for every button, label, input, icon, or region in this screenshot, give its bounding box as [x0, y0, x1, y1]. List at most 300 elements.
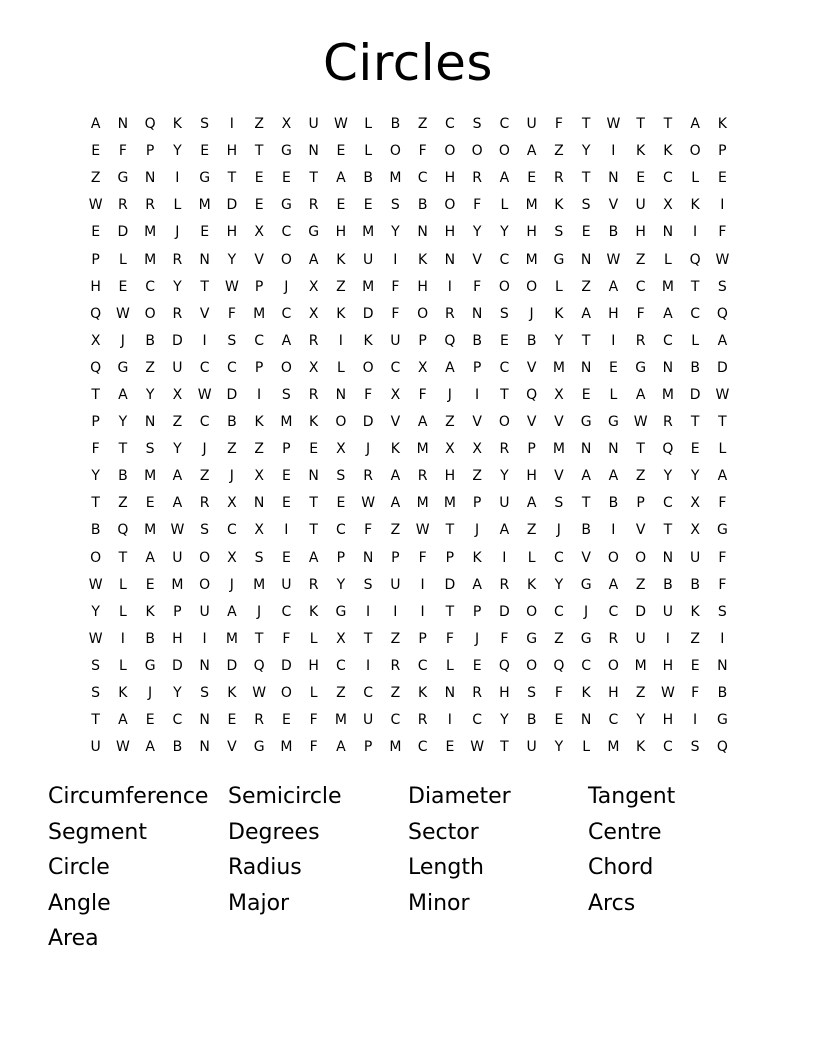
grid-letter: E — [581, 224, 591, 241]
grid-letter: C — [472, 712, 483, 729]
grid-letter: G — [580, 414, 592, 431]
grid-letter: K — [472, 549, 482, 566]
word-list-item: Length — [408, 855, 484, 880]
grid-letter: A — [118, 712, 128, 729]
grid-letter: B — [90, 522, 101, 539]
grid-letter: J — [148, 685, 153, 702]
grid-letter: T — [581, 170, 591, 187]
grid-letter: T — [718, 414, 727, 431]
grid-letter: P — [472, 603, 482, 620]
grid-letter: R — [472, 170, 482, 187]
grid-letter: W — [606, 251, 621, 268]
grid-letter: E — [281, 712, 291, 729]
grid-letter: R — [308, 576, 319, 593]
grid-letter: L — [364, 143, 373, 160]
grid-letter: V — [554, 468, 564, 485]
grid-row — [82, 680, 736, 707]
grid-letter: F — [500, 630, 509, 647]
grid-letter: O — [199, 549, 211, 566]
grid-row — [82, 409, 736, 436]
grid-letter: S — [390, 197, 400, 214]
grid-letter: N — [717, 657, 728, 674]
grid-letter: P — [336, 549, 346, 566]
grid-letter: F — [718, 224, 727, 241]
grid-letter: S — [200, 685, 210, 702]
grid-letter: R — [417, 468, 428, 485]
grid-letter: B — [145, 630, 155, 647]
grid-letter: O — [199, 576, 211, 593]
word-list — [48, 779, 768, 957]
grid-letter: I — [693, 712, 698, 729]
grid-letter: Y — [91, 468, 100, 485]
grid-letter: Y — [91, 603, 100, 620]
grid-letter: A — [172, 495, 183, 512]
grid-letter: T — [500, 386, 509, 403]
grid-letter: I — [229, 116, 234, 133]
grid-letter: L — [118, 603, 127, 620]
grid-letter: G — [253, 739, 265, 756]
grid-letter: P — [391, 549, 400, 566]
grid-letter: E — [281, 468, 291, 485]
grid-row — [82, 436, 736, 463]
grid-letter: F — [91, 441, 100, 458]
grid-letter: Q — [662, 441, 674, 458]
grid-letter: K — [717, 116, 727, 133]
grid-letter: C — [417, 170, 428, 187]
grid-letter: C — [363, 685, 374, 702]
grid-letter: E — [227, 712, 237, 729]
grid-letter: N — [362, 549, 374, 566]
grid-letter: Z — [390, 522, 401, 539]
grid-letter: O — [526, 278, 538, 295]
grid-row — [82, 355, 736, 382]
grid-letter: N — [199, 739, 210, 756]
grid-letter: B — [417, 197, 428, 214]
grid-letter: H — [335, 224, 347, 241]
grid-letter: X — [690, 522, 700, 539]
grid-letter: R — [499, 576, 510, 593]
grid-letter: R — [635, 332, 646, 349]
grid-letter: E — [690, 657, 700, 674]
grid-letter: C — [254, 332, 265, 349]
word-list-item: Angle — [48, 890, 111, 916]
grid-letter: C — [417, 739, 428, 756]
grid-letter: U — [308, 116, 319, 133]
grid-letter: E — [254, 170, 264, 187]
grid-letter: C — [335, 657, 346, 674]
grid-letter: T — [500, 739, 509, 756]
grid-letter: P — [254, 278, 264, 295]
grid-letter: C — [390, 712, 401, 729]
grid-letter: M — [525, 251, 538, 268]
grid-letter: T — [309, 170, 318, 187]
grid-letter: I — [447, 278, 452, 295]
grid-letter: I — [393, 251, 398, 268]
grid-letter: T — [663, 522, 673, 539]
grid-letter: F — [391, 305, 400, 322]
grid-letter: X — [308, 359, 319, 376]
grid-letter: T — [445, 522, 455, 539]
grid-letter: S — [200, 522, 210, 539]
grid-letter: M — [661, 386, 674, 403]
grid-letter: U — [363, 712, 374, 729]
grid-letter: C — [499, 116, 510, 133]
grid-letter: Y — [227, 251, 237, 268]
grid-letter: E — [581, 386, 591, 403]
grid-letter: P — [254, 359, 264, 376]
grid-letter: E — [200, 224, 210, 241]
grid-letter: N — [580, 712, 592, 729]
grid-letter: Q — [716, 305, 728, 322]
grid-letter: J — [202, 441, 207, 458]
grid-letter: P — [145, 143, 155, 160]
grid-letter: R — [472, 685, 482, 702]
grid-letter: A — [445, 359, 455, 376]
grid-letter: M — [280, 414, 293, 431]
grid-row — [82, 274, 736, 301]
grid-letter: M — [334, 712, 347, 729]
grid-letter: K — [227, 685, 237, 702]
grid-letter: Y — [173, 278, 182, 295]
grid-letter: G — [308, 224, 320, 241]
grid-letter: I — [611, 332, 616, 349]
grid-letter: B — [472, 332, 482, 349]
grid-letter: P — [527, 441, 536, 458]
grid-letter: K — [363, 332, 373, 349]
grid-letter: E — [499, 332, 509, 349]
grid-letter: T — [581, 495, 591, 512]
grid-letter: V — [472, 251, 482, 268]
grid-letter: G — [580, 576, 592, 593]
grid-letter: F — [364, 522, 373, 539]
grid-letter: F — [554, 685, 563, 702]
grid-letter: F — [445, 630, 454, 647]
grid-letter: A — [281, 332, 292, 349]
grid-letter: K — [418, 685, 428, 702]
grid-letter: I — [720, 630, 725, 647]
grid-letter: H — [308, 657, 319, 674]
grid-letter: L — [118, 576, 127, 593]
grid-letter: O — [498, 414, 510, 431]
grid-letter: U — [172, 359, 183, 376]
grid-letter: G — [716, 522, 728, 539]
grid-letter: O — [280, 685, 292, 702]
grid-letter: N — [580, 251, 592, 268]
grid-letter: A — [635, 386, 646, 403]
grid-letter: U — [635, 630, 646, 647]
grid-letter: M — [443, 495, 456, 512]
grid-letter: I — [202, 332, 207, 349]
grid-row — [82, 328, 736, 355]
grid-letter: B — [663, 576, 673, 593]
grid-letter: G — [199, 170, 211, 187]
grid-letter: C — [553, 549, 564, 566]
grid-letter: S — [472, 116, 482, 133]
grid-letter: C — [662, 332, 673, 349]
grid-letter: P — [472, 495, 482, 512]
grid-row — [82, 219, 736, 246]
grid-letter: Z — [336, 278, 346, 295]
grid-letter: R — [254, 712, 264, 729]
grid-letter: W — [88, 197, 103, 214]
grid-letter: S — [717, 278, 727, 295]
grid-letter: X — [445, 441, 455, 458]
grid-letter: E — [554, 712, 564, 729]
grid-letter: M — [552, 441, 565, 458]
grid-letter: A — [90, 116, 101, 133]
word-list-item: Circle — [48, 855, 110, 880]
grid-letter: C — [499, 359, 510, 376]
grid-letter: N — [608, 441, 619, 458]
grid-letter: O — [607, 549, 619, 566]
grid-letter: M — [362, 224, 375, 241]
grid-letter: B — [608, 224, 619, 241]
grid-letter: W — [252, 685, 267, 702]
grid-letter: X — [336, 441, 346, 458]
grid-letter: O — [417, 305, 429, 322]
grid-letter: S — [227, 332, 237, 349]
grid-letter: E — [200, 143, 210, 160]
grid-letter: L — [445, 657, 454, 674]
grid-letter: A — [526, 495, 537, 512]
grid-letter: X — [254, 468, 264, 485]
grid-letter: L — [691, 332, 700, 349]
grid-letter: B — [145, 332, 155, 349]
grid-letter: C — [145, 278, 156, 295]
grid-letter: B — [690, 576, 700, 593]
grid-letter: G — [526, 630, 538, 647]
grid-letter: Z — [526, 522, 537, 539]
grid-letter: N — [199, 712, 210, 729]
word-list-item: Centre — [588, 819, 662, 845]
grid-letter: W — [88, 630, 103, 647]
grid-letter: T — [663, 116, 673, 133]
grid-letter: M — [634, 657, 647, 674]
grid-letter: Z — [390, 630, 401, 647]
grid-letter: O — [280, 251, 292, 268]
grid-letter: Q — [689, 251, 701, 268]
grid-letter: S — [690, 739, 700, 756]
grid-letter: I — [611, 143, 616, 160]
grid-letter: T — [91, 386, 100, 403]
grid-letter: W — [715, 386, 730, 403]
grid-letter: U — [199, 603, 210, 620]
grid-letter: Z — [635, 468, 646, 485]
grid-letter: W — [415, 522, 430, 539]
grid-letter: X — [281, 116, 292, 133]
grid-letter: Q — [144, 116, 156, 133]
grid-letter: W — [633, 414, 648, 431]
grid-letter: M — [144, 224, 157, 241]
grid-letter: F — [391, 278, 400, 295]
grid-letter: Q — [117, 522, 129, 539]
letter-grid — [82, 111, 736, 761]
grid-letter: Y — [391, 224, 400, 241]
grid-letter: S — [91, 685, 101, 702]
grid-letter: S — [363, 576, 373, 593]
grid-letter: Y — [690, 468, 700, 485]
grid-letter: P — [472, 359, 482, 376]
grid-letter: C — [390, 359, 401, 376]
grid-letter: E — [636, 170, 646, 187]
grid-letter: C — [417, 657, 428, 674]
grid-letter: H — [635, 224, 646, 241]
grid-row — [82, 463, 736, 490]
grid-letter: S — [499, 305, 509, 322]
grid-letter: L — [554, 278, 563, 295]
grid-letter: O — [689, 143, 701, 160]
grid-letter: L — [527, 549, 536, 566]
grid-letter: O — [335, 414, 347, 431]
grid-letter: K — [690, 603, 700, 620]
grid-letter: G — [144, 657, 156, 674]
grid-letter: H — [526, 224, 537, 241]
grid-letter: K — [145, 603, 155, 620]
grid-letter: R — [554, 170, 564, 187]
grid-letter: N — [471, 305, 483, 322]
grid-letter: U — [499, 495, 510, 512]
grid-letter: C — [581, 657, 592, 674]
grid-letter: K — [118, 685, 128, 702]
grid-letter: J — [366, 441, 371, 458]
grid-letter: O — [389, 143, 401, 160]
grid-letter: D — [226, 657, 238, 674]
grid-letter: A — [581, 305, 591, 322]
grid-letter: F — [418, 386, 427, 403]
grid-letter: D — [689, 386, 701, 403]
grid-letter: Z — [145, 359, 155, 376]
grid-letter: J — [584, 603, 589, 620]
grid-letter: L — [118, 251, 127, 268]
grid-letter: Y — [145, 386, 155, 403]
grid-letter: F — [309, 739, 318, 756]
grid-letter: A — [499, 522, 510, 539]
grid-letter: Y — [500, 224, 509, 241]
grid-letter: Z — [445, 414, 455, 431]
grid-letter: R — [499, 441, 510, 458]
grid-letter: R — [118, 197, 128, 214]
grid-row — [82, 111, 736, 138]
grid-letter: N — [253, 495, 265, 512]
grid-letter: J — [120, 332, 125, 349]
grid-letter: Y — [472, 224, 482, 241]
grid-letter: Y — [636, 712, 645, 729]
grid-letter: I — [420, 576, 425, 593]
grid-letter: M — [144, 468, 157, 485]
grid-letter: F — [309, 712, 318, 729]
grid-letter: T — [309, 522, 318, 539]
grid-letter: Z — [199, 468, 210, 485]
grid-letter: I — [420, 603, 425, 620]
grid-letter: J — [229, 576, 234, 593]
grid-letter: A — [227, 603, 237, 620]
grid-letter: T — [309, 495, 318, 512]
grid-letter: O — [90, 549, 102, 566]
grid-letter: U — [172, 549, 183, 566]
grid-letter: G — [607, 414, 619, 431]
grid-letter: M — [389, 170, 402, 187]
grid-letter: N — [335, 386, 347, 403]
grid-letter: A — [172, 468, 183, 485]
grid-letter: M — [362, 278, 375, 295]
grid-letter: K — [554, 305, 564, 322]
grid-letter: R — [417, 712, 428, 729]
grid-letter: C — [690, 305, 701, 322]
grid-letter: R — [445, 305, 455, 322]
grid-letter: M — [607, 739, 620, 756]
grid-letter: I — [447, 712, 452, 729]
grid-letter: N — [117, 116, 129, 133]
grid-letter: H — [526, 468, 537, 485]
grid-letter: Q — [90, 305, 102, 322]
grid-letter: A — [690, 116, 700, 133]
grid-letter: Z — [554, 143, 564, 160]
word-list-item: Area — [48, 926, 99, 951]
grid-letter: B — [526, 332, 537, 349]
word-list-item: Arcs — [588, 890, 636, 916]
grid-letter: H — [662, 657, 674, 674]
grid-letter: B — [526, 712, 537, 729]
grid-letter: J — [284, 278, 289, 295]
grid-letter: A — [308, 549, 319, 566]
grid-letter: H — [608, 305, 619, 322]
grid-letter: C — [608, 603, 619, 620]
grid-letter: J — [475, 522, 480, 539]
grid-letter: I — [284, 522, 289, 539]
grid-letter: D — [280, 657, 292, 674]
grid-letter: P — [173, 603, 182, 620]
grid-letter: Z — [336, 685, 346, 702]
grid-letter: Q — [498, 657, 510, 674]
grid-letter: I — [720, 197, 725, 214]
grid-letter: D — [498, 603, 510, 620]
grid-letter: S — [281, 386, 291, 403]
grid-letter: E — [281, 170, 291, 187]
grid-letter: M — [144, 251, 157, 268]
grid-letter: E — [717, 170, 727, 187]
grid-letter: X — [390, 386, 401, 403]
grid-letter: H — [226, 143, 238, 160]
grid-letter: Z — [118, 495, 128, 512]
grid-letter: N — [662, 359, 674, 376]
grid-letter: H — [444, 170, 456, 187]
grid-letter: W — [115, 305, 130, 322]
grid-letter: C — [226, 522, 237, 539]
grid-letter: C — [199, 414, 210, 431]
grid-letter: F — [364, 386, 373, 403]
grid-letter: O — [444, 197, 456, 214]
grid-letter: O — [526, 603, 538, 620]
grid-letter: U — [635, 197, 646, 214]
grid-letter: T — [118, 441, 128, 458]
grid-letter: H — [662, 712, 674, 729]
grid-letter: D — [226, 386, 238, 403]
grid-letter: R — [363, 468, 373, 485]
grid-letter: D — [171, 657, 183, 674]
grid-letter: G — [280, 197, 292, 214]
grid-letter: A — [608, 576, 619, 593]
grid-row — [82, 246, 736, 273]
grid-letter: M — [525, 197, 538, 214]
grid-letter: S — [581, 197, 591, 214]
grid-letter: R — [308, 197, 319, 214]
grid-letter: Y — [663, 468, 673, 485]
grid-row — [82, 707, 736, 734]
grid-letter: Y — [500, 712, 509, 729]
grid-letter: W — [170, 522, 185, 539]
grid-letter: V — [526, 414, 537, 431]
grid-letter: O — [144, 305, 156, 322]
